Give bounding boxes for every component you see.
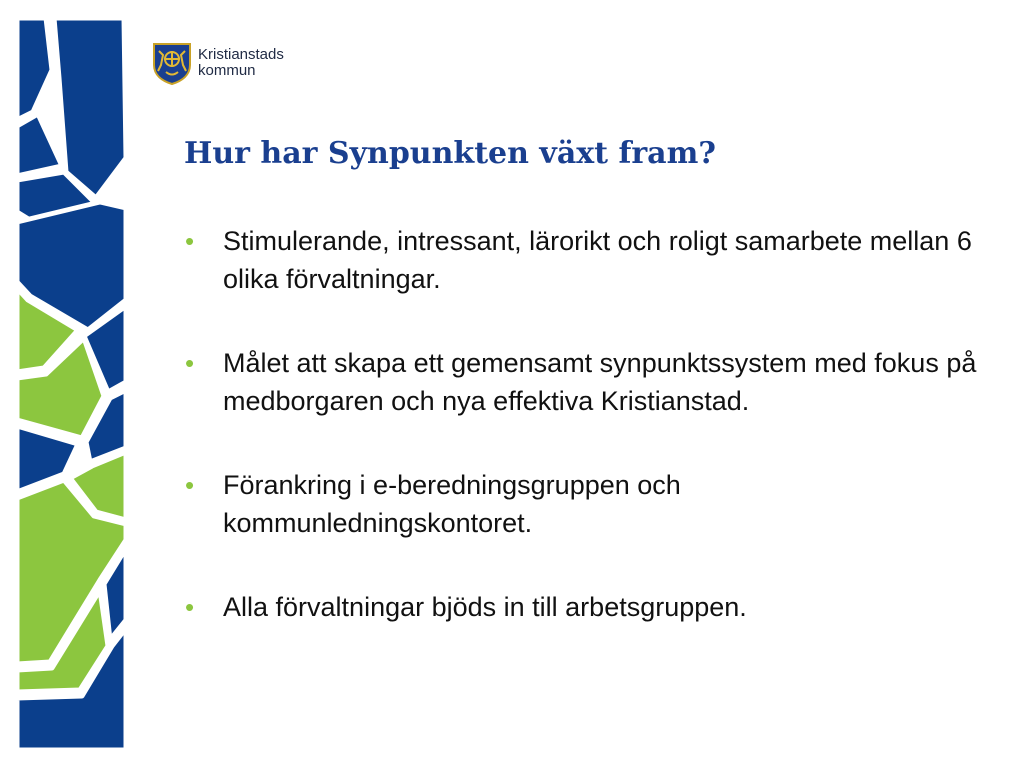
bullet-icon: • (185, 226, 195, 256)
bullet-icon: • (185, 348, 195, 378)
bullet-icon: • (185, 470, 195, 500)
bullet-text: Alla förvaltningar bjöds in till arbetsgruppen. (223, 592, 747, 622)
logo-line-2: kommun (198, 62, 256, 79)
bullet-text: Stimulerande, intressant, lärorikt och roligt samarbete mellan 6 olika förvaltningar. (223, 226, 972, 294)
coat-of-arms-icon (152, 41, 192, 85)
bullet-item (180, 466, 980, 542)
bullet-text: Förankring i e-beredningsgruppen och kommunledningskontoret. (223, 470, 681, 538)
bullet-item (180, 344, 980, 420)
bullet-item (180, 222, 980, 298)
bullet-item (180, 588, 980, 626)
slide-title: Hur har Synpunkten växt fram? (184, 136, 716, 171)
decorative-mosaic-band (0, 0, 140, 768)
bullet-text: Målet att skapa ett gemensamt synpunktssystem med fokus på medborgaren och nya effektiva Kristianstad. (223, 348, 977, 416)
bullet-icon: • (185, 592, 195, 622)
logo-line-1: Kristianstads (198, 46, 284, 63)
bullet-list (180, 222, 980, 626)
kristianstads-logo (152, 41, 284, 85)
